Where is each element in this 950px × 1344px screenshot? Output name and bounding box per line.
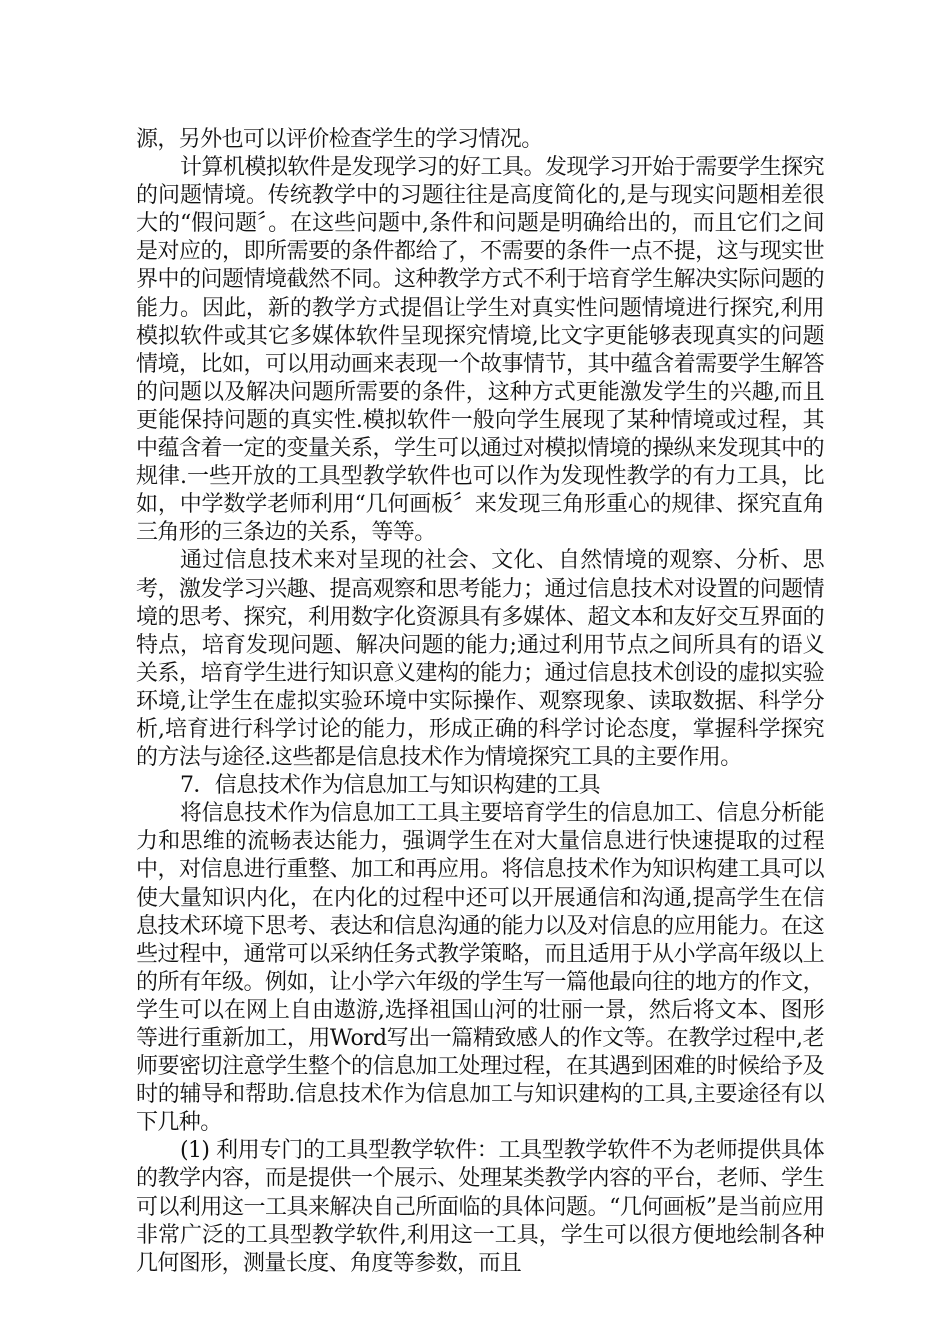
paragraph-information-processing: 将信息技术作为信息加工工具主要培育学生的信息加工、信息分析能力和思维的流畅表达能力，强调学生在对大量信息进行快速提取的过程中，对信息进行重整、加工和再应用。将信息技术作为知识构建工具可以使大量知识内化，在内化的过程中还可以开展通信和沟通,提高学生在信息技术环境下思考、表达和信息沟通的能力以及对信息的应用能力。在这些过程中，通常可以采纳任务式教学策略，而且适用于从小学高年级以上的所有年级。例如，让小学六年级的学生写一篇他最向往的地方的作文，学生可以在网上自由遨游,选择祖国山河的壮丽一景，然后将文本、图形等进行重新加工，用Word写出一篇精致感人的作文等。在教学过程中,老师要密切注意学生整个的信息加工处理过程，在其遇到困难的时候给予及时的辅导和帮助.信息技术作为信息加工与知识建构的工具,主要途径有以下几种。 — [136, 801, 824, 1136]
paragraph-continuation: 源，另外也可以评价检查学生的学习情况。 — [136, 127, 543, 152]
section-heading-7: 7．信息技术作为信息加工与知识构建的工具 — [180, 773, 600, 799]
document-body — [136, 126, 824, 1278]
paragraph-simulation-software: 计算机模拟软件是发现学习的好工具。发现学习开始于需要学生探究的问题情境。传统教学中的习题往往是高度简化的,是与现实问题相差很大的“假问题〞。在这些问题中,条件和问题是明确给出的，而且它们之间是对应的，即所需要的条件都给了，不需要的条件一点不提，这与现实世界中的问题情境截然不同。这种教学方式不利于培育学生解决实际问题的能力。因此，新的教学方式提倡让学生对真实性问题情境进行探究,利用模拟软件或其它多媒体软件呈现探究情境,比文字更能够表现真实的问题情境，比如，可以用动画来表现一个故事情节，其中蕴含着需要学生解答的问题以及解决问题所需要的条件，这种方式更能激发学生的兴趣,而且更能保持问题的真实性.模拟软件一般向学生展现了某种情境或过程，其中蕴含着一定的变量关系，学生可以通过对模拟情境的操纵来发现其中的规律.一些开放的工具型教学软件也可以作为发现性教学的有力工具，比如，中学数学老师利用“几何画板〞来发现三角形重心的规律、探究直角三角形的三条边的关系，等等。 — [136, 155, 824, 546]
paragraph-situation-inquiry: 通过信息技术来对呈现的社会、文化、自然情境的观察、分析、思考，激发学习兴趣、提高观察和思考能力；通过信息技术对设置的问题情境的思考、探究，利用数字化资源具有多媒体、超文本和友好交互界面的特点，培育发现问题、解决问题的能力;通过利用节点之间所具有的语义关系，培育学生进行知识意义建构的能力；通过信息技术创设的虚拟实验环境,让学生在虚拟实验环境中实际操作、观察现象、读取数据、科学分析,培育进行科学讨论的能力，形成正确的科学讨论态度，掌握科学探究的方法与途径.这些都是信息技术作为情境探究工具的主要作用。 — [136, 548, 824, 771]
paragraph-tool-software: (1) 利用专门的工具型教学软件：工具型教学软件不为老师提供具体的教学内容，而是提供一个展示、处理某类教学内容的平台，老师、学生可以利用这一工具来解决自己所面临的具体问题。“几何画板”是当前应用非常广泛的工具型教学软件,利用这一工具，学生可以很方便地绘制各种几何图形，测量长度、角度等参数，而且 — [136, 1138, 824, 1276]
